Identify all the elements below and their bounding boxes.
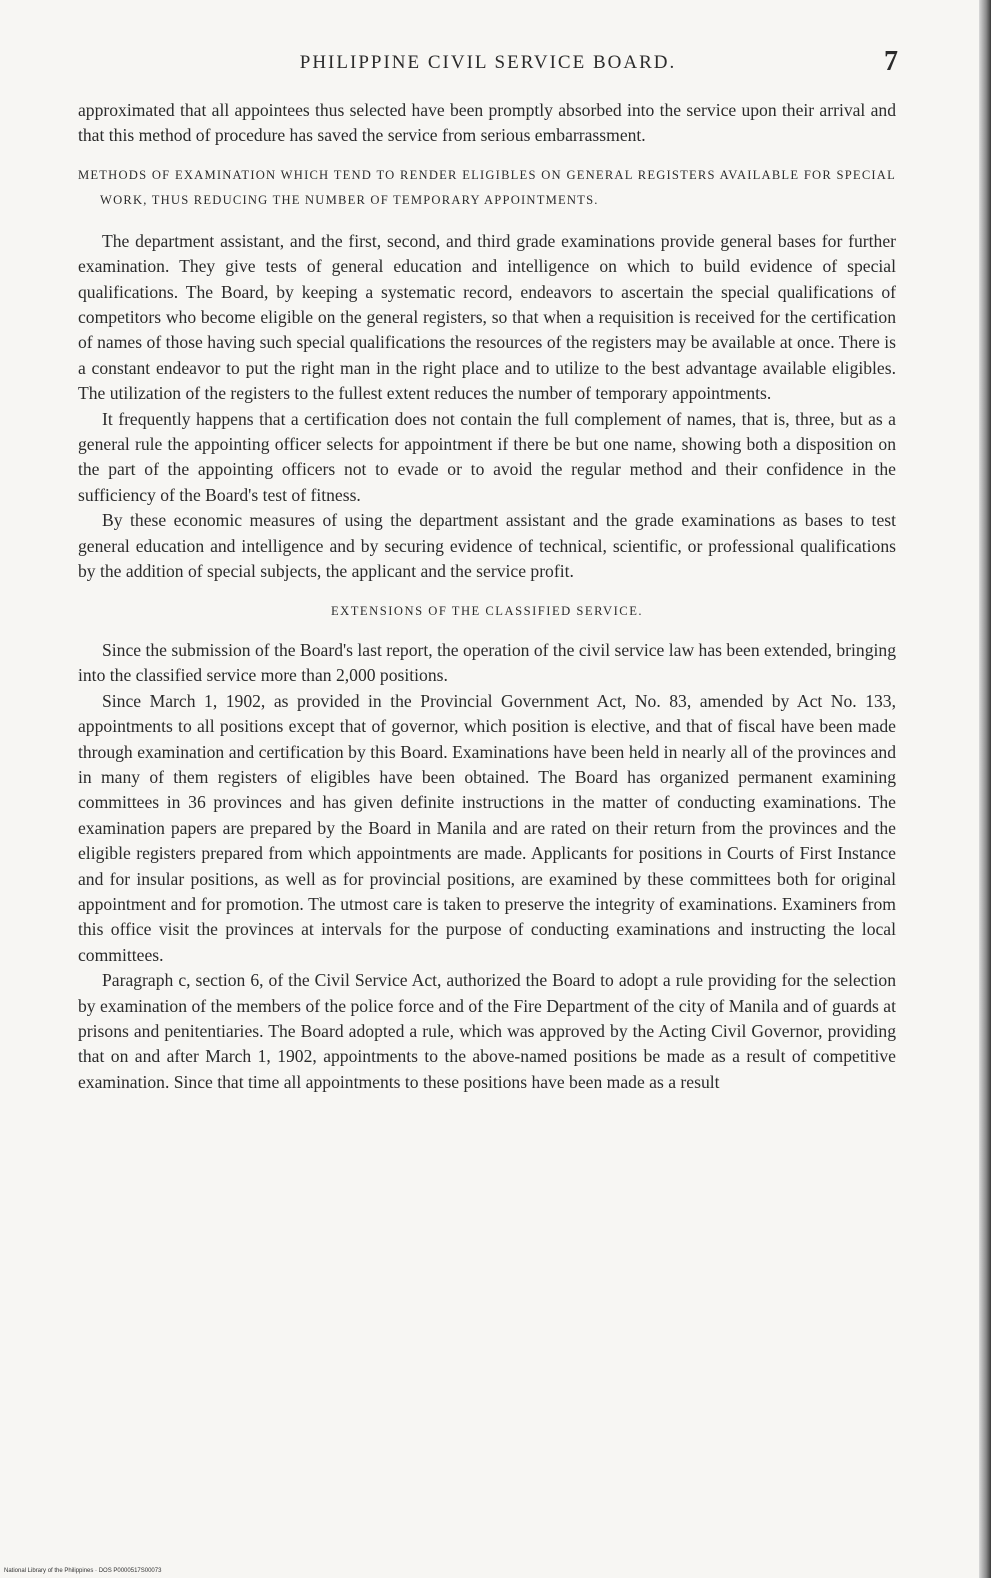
body-text: [78, 98, 896, 1095]
paragraph-intro: approximated that all appointees thus selected have been promptly absorbed into the service upon their arrival and that this method of procedure has saved the service from serious embarrassment.: [78, 100, 896, 146]
paragraph-extensions-2: Since March 1, 1902, as provided in the Provincial Government Act, No. 83, amended by Act No. 133, appointments to all positions except that of governor, which position is elective, and that of fiscal have been made through examination and certification by this Board. Examinations have been held in nearly all of the provinces and in many of them registers of eligibles have been obtained. The Board has organized permanent examining committees in 36 provinces and has given definite instructions in the matter of conducting examinations. The examination papers are prepared by the Board in Manila and are rated on their return from the provinces and the eligible registers prepared from which appointments are made. Applicants for positions in Courts of First Instance and for insular positions, as well as for provincial positions, are examined by these committees both for original appointment and for promotion. The utmost care is taken to preserve the integrity of examinations. Examiners from this office visit the provinces at intervals for the purpose of conducting examinations and instructing the local committees.: [78, 690, 896, 965]
section-heading-extensions: EXTENSIONS OF THE CLASSIFIED SERVICE.: [330, 603, 644, 618]
running-head: [78, 48, 898, 82]
paragraph-methods-3: By these economic measures of using the department assistant and the grade examinations as bases to test general education and intelligence and by securing evidence of technical, scientific, or professional qualifications by the addition of special subjects, the applicant and the service profit.: [78, 510, 896, 582]
paragraph-extensions-1: Since the submission of the Board's last report, the operation of the civil service law has been extended, bringing into the classified service more than 2,000 positions.: [78, 639, 896, 686]
paragraph-methods-2: It frequently happens that a certification does not contain the full complement of names, that is, three, but as a general rule the appointing officer selects for appointment if there be but one name, showing both a disposition on the part of the appointing officers not to evade or to avoid the regular method and their confidence in the sufficiency of the Board's test of fitness.: [78, 408, 896, 505]
page-number: 7: [884, 46, 898, 77]
paragraph-methods-1: The department assistant, and the first, second, and third grade examinations provide general bases for further examination. They give tests of general education and intelligence on which to build evidence of special qualifications. The Board, by keeping a systematic record, endeavors to ascertain the special qualifications of competitors who become eligible on the general registers, so that when a requisition is received for the certification of names of those having such special qualifications the resources of the registers may be available at once. There is a constant endeavor to put the right man in the right place and to utilize to the best advantage available eligibles. The utilization of the registers to the fullest extent reduces the number of temporary appointments.: [78, 230, 896, 404]
running-title: PHILIPPINE CIVIL SERVICE BOARD.: [299, 52, 677, 73]
digitization-credit: National Library of the Philippines · DOS P0000517S00073: [4, 1568, 162, 1574]
paragraph-extensions-3: Paragraph c, section 6, of the Civil Service Act, authorized the Board to adopt a rule providing for the selection by examination of the members of the police force and of the Fire Department of the city of Manila and of guards at prisons and penitentiaries. The Board adopted a rule, which was approved by the Acting Civil Governor, providing that on and after March 1, 1902, appointments to the above-named positions be made as a result of competitive examination. Since that time all appointments to these positions have been made as a result: [78, 970, 896, 1092]
section-heading-methods: METHODS OF EXAMINATION WHICH TEND TO RENDER ELIGIBLES ON GENERAL REGISTERS AVAILABLE FOR SPECIAL WORK, THUS REDUCING THE NUMBER OF TEMPORARY APPOINTMENTS.: [78, 167, 896, 207]
page-edge-shadow: [979, 0, 991, 1578]
